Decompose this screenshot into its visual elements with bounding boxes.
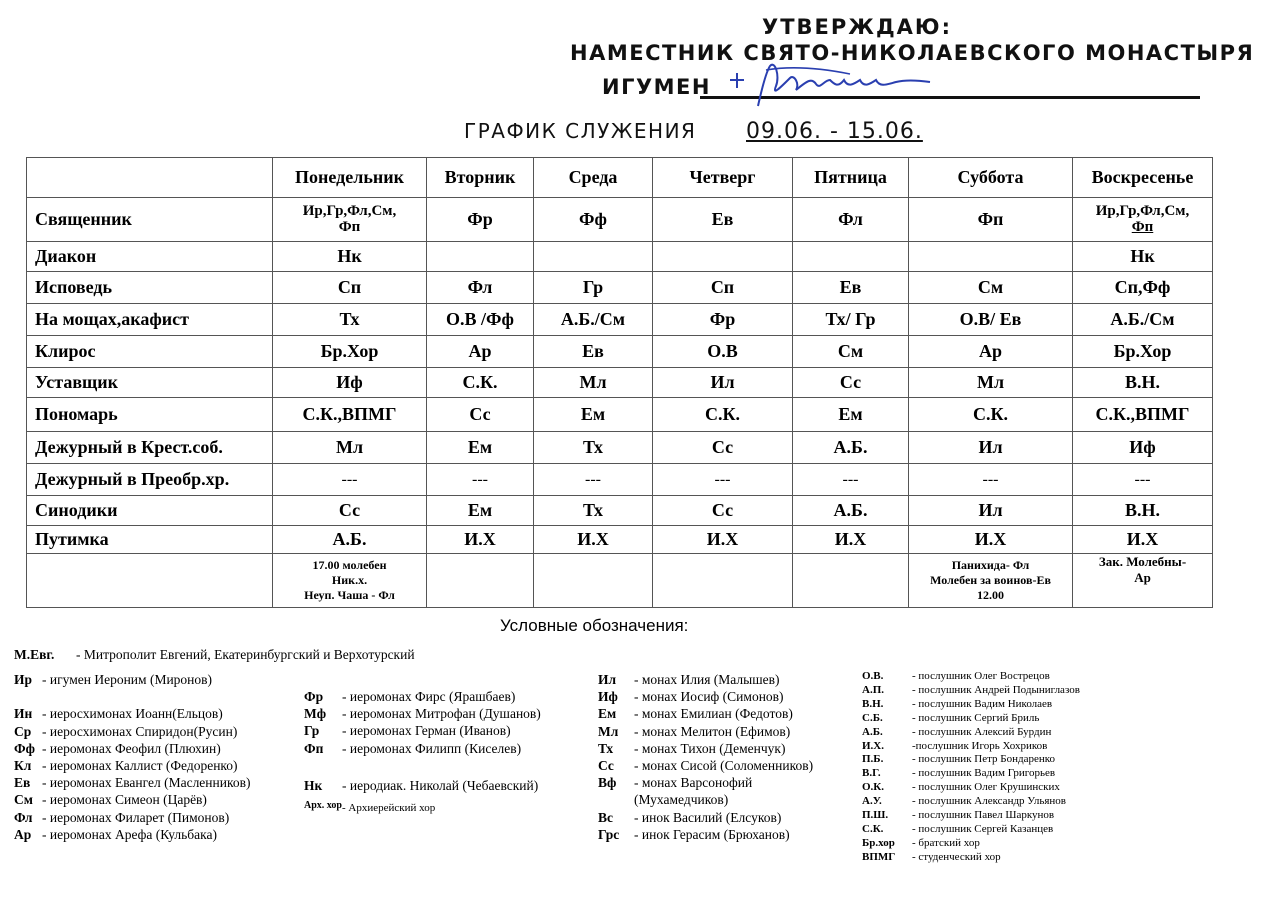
schedule-cell: О.В /Фф [427,304,534,336]
table-row [27,464,1213,496]
legend-abbr: А.У. [862,795,882,808]
table-row [27,526,1213,554]
legend-entry [304,688,541,705]
day-header: Понедельник [273,158,427,198]
legend-text: - иеромонах Симеон (Царёв) [42,792,207,808]
legend-entry [598,723,813,740]
legend-text: - игумен Иероним (Миронов) [42,672,213,687]
legend-text: - послушник Сергей Казанцев [912,822,1054,835]
legend-abbr: Грс [598,826,620,842]
legend-abbr: См [14,792,33,808]
row-label: Диакон [27,242,273,272]
schedule-cell: Ил [909,432,1073,464]
legend-text: - иеромонах Феофил (Плюхин) [42,740,221,756]
legend-column-2 [304,688,541,817]
day-header: Воскресенье [1073,158,1213,198]
schedule-cell: С.К. [653,398,793,432]
schedule-cell: Тх [534,496,653,526]
schedule-cell: Фр [653,304,793,336]
legend-abbr: А.Б. [862,725,883,738]
legend-entry [598,740,813,757]
legend-abbr: С.К. [862,822,884,835]
schedule-cell: В.Н. [1073,368,1213,398]
legend-text: - послушник Вадим Григорьев [912,767,1056,780]
legend-abbr: В.Н. [862,697,884,710]
legend-text: - послушник Павел Шаркунов [912,809,1055,822]
schedule-cell: --- [273,464,427,496]
legend-entry [598,757,813,774]
schedule-cell: И.Х [653,526,793,554]
schedule-cell: Ар [909,336,1073,368]
legend-text: - иеромонах Митрофан (Душанов) [342,706,541,722]
legend-text: - иеромонах Филарет (Пимонов) [42,809,230,825]
row-label: Путимка [27,526,273,554]
schedule-cell: А.Б. [793,496,909,526]
schedule-cell: Ем [427,432,534,464]
schedule-cell: А.Б./См [1073,304,1213,336]
schedule-cell: Бр.Хор [1073,336,1213,368]
legend-entry [14,791,250,808]
legend-entry [304,740,541,757]
legend-text: - иеромонах Фирс (Ярашбаев) [342,689,516,704]
schedule-cell: См [793,336,909,368]
legend-text: - послушник Алексий Бурдин [912,725,1052,738]
legend-abbr: П.Ш. [862,809,889,822]
day-header: Вторник [427,158,534,198]
day-header: Суббота [909,158,1073,198]
schedule-cell [534,242,653,272]
table-row [27,198,1213,242]
row-label: Исповедь [27,272,273,304]
legend-entry [304,705,541,722]
legend-abbr: Вс [598,809,613,825]
legend-title: Условные обозначения: [500,616,689,635]
schedule-cell: Тх/ Гр [793,304,909,336]
schedule-cell: В.Н. [1073,496,1213,526]
legend-entry [304,722,541,739]
legend-text: - инок Василий (Елсуков) [634,809,782,825]
legend-entry [862,726,1080,740]
legend-entry [862,837,1080,851]
day-header: Пятница [793,158,909,198]
schedule-cell: Тх [534,432,653,464]
legend-entry [14,705,250,722]
schedule-cell: Гр [534,272,653,304]
schedule-cell: С.К. [909,398,1073,432]
schedule-cell: О.В [653,336,793,368]
legend-text: - монах Тихон (Деменчук) [634,740,786,756]
legend-entry [862,670,1080,684]
legend-entry [304,777,541,794]
legend-entry [14,688,250,705]
legend-text: - послушник Сергий Бриль [912,711,1040,724]
namestnik-heading: НАМЕСТНИК СВЯТО-НИКОЛАЕВСКОГО МОНАСТЫРЯ [570,41,1255,65]
schedule-cell: Сс [427,398,534,432]
legend-abbr: Ил [598,672,617,687]
corner-cell [27,158,273,198]
schedule-cell: Ил [653,368,793,398]
schedule-cell: Сс [273,496,427,526]
schedule-cell: Ев [534,336,653,368]
schedule-cell: Мл [534,368,653,398]
schedule-cell: И.Х [1073,526,1213,554]
schedule-cell: --- [427,464,534,496]
schedule-cell: А.Б. [273,526,427,554]
igumen-label: ИГУМЕН [602,75,711,99]
legend-entry [598,774,813,791]
schedule-cell: О.В/ Ев [909,304,1073,336]
legend-entry [862,767,1080,781]
legend-abbr: Тх [598,740,614,756]
legend-abbr: О.К. [862,781,885,794]
legend-abbr: Вф [598,775,617,791]
legend-abbr: Ир [14,672,33,687]
schedule-cell: С.К.,ВПМГ [273,398,427,432]
legend-abbr: В.Г. [862,767,881,780]
legend-abbr: Ин [14,706,33,722]
table-row [27,304,1213,336]
day-header: Среда [534,158,653,198]
schedule-cell [909,242,1073,272]
note-cell [427,554,534,608]
schedule-cell: Ар [427,336,534,368]
legend-abbr: Фл [14,809,33,825]
legend-text: - монах Мелитон (Ефимов) [634,723,791,739]
legend-entry [598,826,813,843]
legend-text: - монах Иосиф (Симонов) [634,689,784,705]
legend-entry [862,712,1080,726]
table-row [27,242,1213,272]
legend-text: - монах Емилиан (Федотов) [634,706,793,722]
schedule-cell: Нк [273,242,427,272]
legend-abbr: Бр.хор [862,836,895,849]
schedule-dates: 09.06. - 15.06. [746,119,923,144]
legend-abbr: П.Б. [862,753,884,766]
legend-entry [862,740,1080,754]
legend-text: - монах Илия (Малышев) [634,672,780,687]
legend-abbr: Арх. хор [304,800,342,812]
schedule-cell [793,242,909,272]
legend-entry [598,705,813,722]
legend-abbr: Нк [304,777,323,793]
schedule-cell: Фф [534,198,653,242]
schedule-cell: Ем [793,398,909,432]
schedule-cell [653,242,793,272]
schedule-cell: Иф [273,368,427,398]
notes-label-cell [27,554,273,608]
schedule-cell: Мл [909,368,1073,398]
legend-entry [14,723,250,740]
schedule-cell: Ир,Гр,Фл,См, Фп [1073,198,1213,242]
legend-abbr: Фр [304,689,324,704]
notes-row [27,554,1213,608]
legend-abbr: Иф [598,689,618,705]
legend-abbr: Ев [14,775,31,791]
legend-text: - иеромонах Каллист (Федоренко) [42,758,238,774]
schedule-cell: Сп [273,272,427,304]
legend-text: - Архиерейский хор [342,802,436,815]
legend-text: - послушник Александр Ульянов [912,795,1066,808]
schedule-cell: Ил [909,496,1073,526]
legend-entry [304,800,541,817]
legend-abbr: Ем [598,706,617,722]
legend-entry [598,671,813,688]
legend-entry [862,684,1080,698]
legend-abbr: Фф [14,740,35,756]
schedule-cell: Фл [793,198,909,242]
note-cell [653,554,793,608]
schedule-cell: А.Б. [793,432,909,464]
note-cell [793,554,909,608]
legend-entry [862,698,1080,712]
legend-abbr: Фп [304,740,324,756]
schedule-cell: А.Б./См [534,304,653,336]
schedule-cell: --- [909,464,1073,496]
legend-abbr: И.Х. [862,739,884,752]
schedule-title: ГРАФИК СЛУЖЕНИЯ [464,119,697,143]
legend-abbr: Мл [598,723,619,739]
table-header-row [27,158,1213,198]
schedule-table [26,157,1213,608]
legend-entry [862,753,1080,767]
legend-text: - Митрополит Евгений, Екатеринбургский и Верхотурский [76,647,415,662]
note-cell [534,554,653,608]
schedule-cell: Ем [534,398,653,432]
row-label: Дежурный в Преобр.хр. [27,464,273,496]
legend-entry [598,809,813,826]
schedule-cell: И.Х [909,526,1073,554]
schedule-cell: --- [653,464,793,496]
legend-entry [862,795,1080,809]
legend-text: - иеросхимонах Иоанн(Ельцов) [42,706,223,722]
legend-text: - иеродиак. Николай (Чебаевский) [342,777,539,793]
table-row [27,496,1213,526]
table-row [27,272,1213,304]
row-label: Дежурный в Крест.соб. [27,432,273,464]
day-header: Четверг [653,158,793,198]
legend-text: - студенческий хор [912,850,1001,863]
legend-text: - послушник Олег Вострецов [912,670,1050,682]
legend-metropolitan [14,646,415,663]
schedule-cell: Сс [793,368,909,398]
schedule-cell: Тх [273,304,427,336]
row-label: Пономарь [27,398,273,432]
schedule-cell: И.Х [534,526,653,554]
legend-text: - иеросхимонах Спиридон(Русин) [42,723,238,739]
row-label: Клирос [27,336,273,368]
legend-abbr: Гр [304,723,320,739]
note-cell: 17.00 молебен Ник.х. Неуп. Чаша - Фл [273,554,427,608]
legend-abbr: Мф [304,706,327,722]
schedule-cell: См [909,272,1073,304]
legend-text: - послушник Андрей Подыниглазов [912,683,1080,696]
note-cell: Панихида- Фл Молебен за воинов-Ев 12.00 [909,554,1073,608]
schedule-cell: И.Х [427,526,534,554]
legend-text: - братский хор [912,836,980,849]
legend-entry [862,781,1080,795]
legend-text: - послушник Олег Крушинских [912,781,1060,794]
schedule-cell: Фл [427,272,534,304]
legend-entry [14,774,250,791]
schedule-cell: Сп,Фф [1073,272,1213,304]
schedule-cell: --- [1073,464,1213,496]
schedule-cell [427,242,534,272]
table-row [27,368,1213,398]
schedule-cell: Ев [653,198,793,242]
legend-column-1 [14,671,250,843]
legend-column-3 [598,671,813,843]
legend-column-4 [862,670,1080,865]
row-label: Священник [27,198,273,242]
legend-entry [598,791,813,808]
schedule-cell: Ев [793,272,909,304]
legend-abbr: О.В. [862,670,884,682]
table-row [27,432,1213,464]
schedule-cell: С.К. [427,368,534,398]
legend-text: - послушник Петр Бондаренко [912,753,1056,766]
legend-text: -послушник Игорь Хохриков [912,739,1048,752]
schedule-cell: --- [793,464,909,496]
schedule-cell: Иф [1073,432,1213,464]
legend-abbr: ВПМГ [862,850,896,863]
legend-text: - иеромонах Филипп (Киселев) [342,740,522,756]
row-label: Уставщик [27,368,273,398]
table-row [27,398,1213,432]
schedule-cell: Сс [653,432,793,464]
row-label: Синодики [27,496,273,526]
schedule-cell: Сс [653,496,793,526]
legend-text: - инок Герасим (Брюханов) [634,826,790,842]
schedule-cell: Сп [653,272,793,304]
legend-text: - монах Сисой (Соломенников) [634,758,814,774]
schedule-cell: Бр.Хор [273,336,427,368]
row-label: На мощах,акафист [27,304,273,336]
legend-abbr: А.П. [862,683,884,696]
legend-abbr: М.Евг. [14,647,55,662]
schedule-cell: Фр [427,198,534,242]
schedule-cell: Ир,Гр,Фл,См, Фп [273,198,427,242]
legend-text: - послушник Вадим Николаев [912,697,1053,710]
handwritten-signature [720,58,940,113]
legend-abbr: С.Б. [862,711,883,724]
schedule-cell: И.Х [793,526,909,554]
schedule-cell: --- [534,464,653,496]
schedule-cell: С.К.,ВПМГ [1073,398,1213,432]
legend-entry [14,671,250,688]
schedule-cell: Нк [1073,242,1213,272]
legend-text: - иеромонах Евангел (Масленников) [42,775,251,791]
legend-abbr: Кл [14,758,32,774]
legend-entry [862,823,1080,837]
legend-entry [862,809,1080,823]
table-row [27,336,1213,368]
note-cell: Зак. Молебны- Ар [1073,554,1213,608]
legend-text: - иеромонах Арефа (Кульбака) [42,826,217,842]
legend-entry [598,688,813,705]
legend-abbr: Сс [598,758,614,774]
legend-entry [14,809,250,826]
legend-text: - монах Варсонофий [634,775,753,791]
legend-entry [862,851,1080,865]
schedule-cell: Фп [909,198,1073,242]
approval-heading: УТВЕРЖДАЮ: [762,15,952,39]
legend-entry [14,757,250,774]
legend-abbr: Ср [14,723,32,739]
schedule-cell: Ем [427,496,534,526]
legend-entry [14,826,250,843]
schedule-cell: Мл [273,432,427,464]
legend-abbr: Ар [14,826,32,842]
legend-text: (Мухамедчиков) [634,792,729,808]
legend-entry [14,740,250,757]
legend-text: - иеромонах Герман (Иванов) [342,723,511,739]
